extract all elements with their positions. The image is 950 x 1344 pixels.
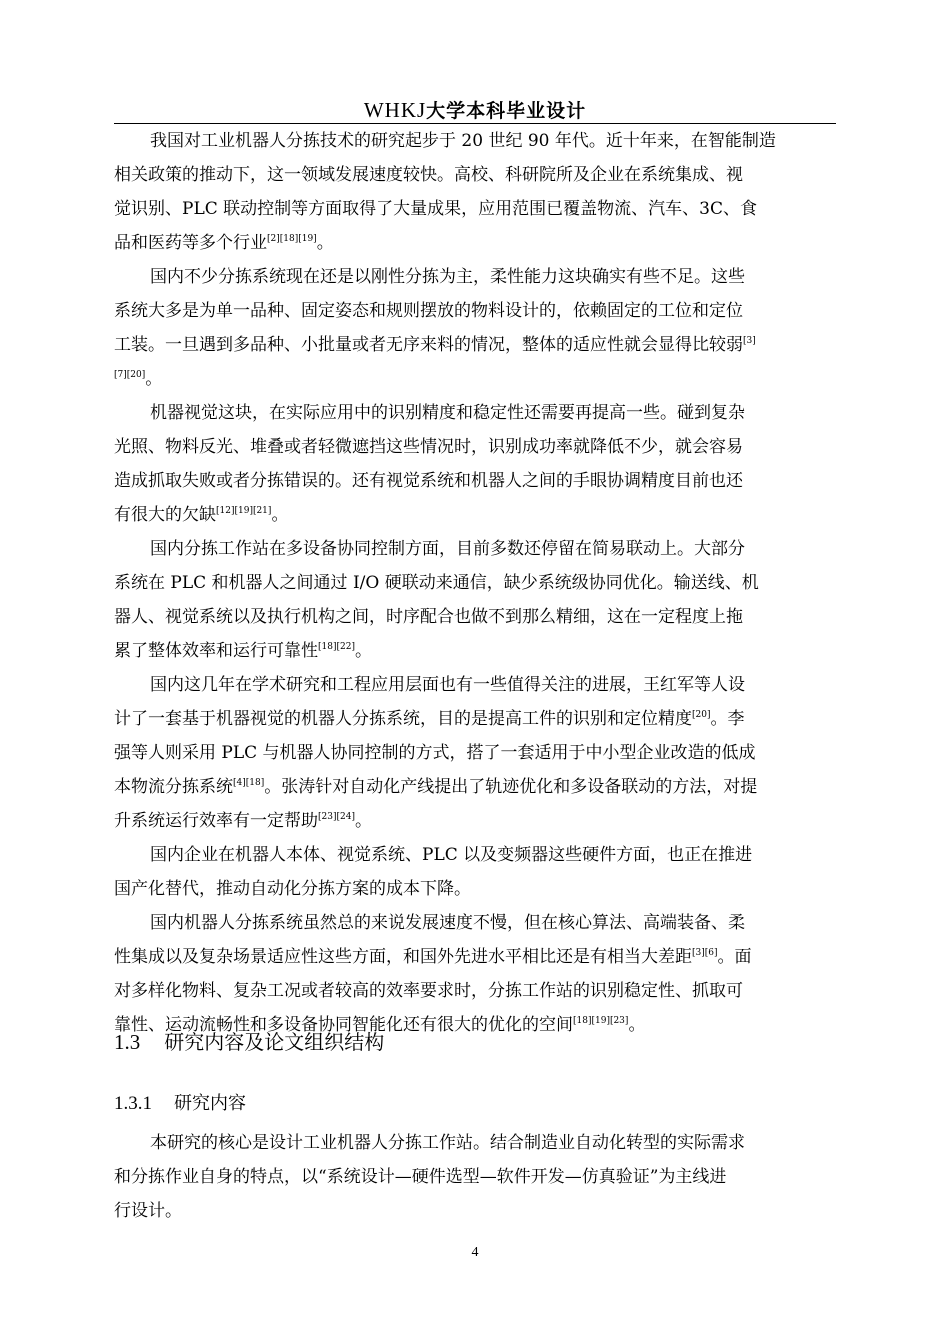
text-line: 我国对工业机器人分拣技术的研究起步于 20 世纪 90 年代。近十年来，在智能制造 xyxy=(150,131,776,151)
text-line: 机器视觉这块，在实际应用中的识别精度和稳定性还需要再提高一些。碰到复杂 xyxy=(150,403,745,423)
text-line: 国内企业在机器人本体、视觉系统、PLC 以及变频器这些硬件方面，也正在推进 xyxy=(150,845,753,865)
text-fragment: 累了整体效率和运行可靠性 xyxy=(114,641,318,661)
paragraph-machine-vision xyxy=(114,396,836,532)
citation: [4][18] xyxy=(233,778,265,788)
citation: [18][22] xyxy=(318,642,355,652)
text-line xyxy=(114,328,836,362)
text-fragment: 本物流分拣系统 xyxy=(114,777,233,797)
paragraph-multi-device-control xyxy=(114,532,836,668)
citation: [18][19][23] xyxy=(573,1016,629,1026)
text-fragment: 。 xyxy=(354,641,372,661)
text-fragment: 。李 xyxy=(710,709,745,729)
citation: [7][20] xyxy=(114,370,146,380)
text-fragment: 。 xyxy=(354,811,372,831)
text-line xyxy=(114,362,836,396)
text-line: 系统在 PLC 和机器人之间通过 I/O 硬联动来通信，缺少系统级协同优化。输送线、机 xyxy=(114,573,759,593)
text-line: 强等人则采用 PLC 与机器人协同控制的方式，搭了一套适用于中小型企业改造的低成 xyxy=(114,743,756,763)
text-line: 造成抓取失败或者分拣错误的。还有视觉系统和机器人之间的手眼协调精度目前也还 xyxy=(114,471,743,491)
paragraph-rigid-sorting xyxy=(114,260,836,396)
citation: [3][6] xyxy=(692,948,718,958)
section-number: 1.3 xyxy=(114,1030,141,1054)
page-number: 4 xyxy=(471,1245,479,1260)
text-line xyxy=(114,770,836,804)
text-fragment: 。面 xyxy=(717,947,752,967)
text-line: 器人、视觉系统以及执行机构之间，时序配合也做不到那么精细，这在一定程度上拖 xyxy=(114,607,743,627)
body-text xyxy=(114,124,836,1042)
text-line: 国内分拣工作站在多设备协同控制方面，目前多数还停留在简易联动上。大部分 xyxy=(150,539,745,559)
text-fragment: 靠性、运动流畅性和多设备协同智能化还有很大的优化的空间 xyxy=(114,1015,573,1035)
text-line: 系统大多是为单一品种、固定姿态和规则摆放的物料设计的，依赖固定的工位和定位 xyxy=(114,301,743,321)
section-heading-1-3-1 xyxy=(114,1089,246,1119)
text-fragment: 。 xyxy=(316,233,334,253)
paragraph-localization xyxy=(114,838,836,906)
text-fragment: 升系统运行效率有一定帮助 xyxy=(114,811,318,831)
text-line xyxy=(114,498,836,532)
text-fragment: 。 xyxy=(628,1015,646,1035)
paragraph-gap-summary xyxy=(114,906,836,1042)
text-line: 光照、物料反光、堆叠或者轻微遮挡这些情况时，识别成功率就降低不少，就会容易 xyxy=(114,437,743,457)
citation: [23][24] xyxy=(318,812,355,822)
text-line: 国内这几年在学术研究和工程应用层面也有一些值得关注的进展，王红军等人设 xyxy=(150,675,745,695)
text-line: 行设计。 xyxy=(114,1201,182,1221)
text-fragment: 计了一套基于机器视觉的机器人分拣系统，目的是提高工件的识别和定位精度 xyxy=(114,709,692,729)
text-line xyxy=(114,702,836,736)
text-line: 相关政策的推动下，这一领域发展速度较快。高校、科研院所及企业在系统集成、视 xyxy=(114,165,743,185)
text-line xyxy=(114,226,836,260)
text-fragment: 工装。一旦遇到多品种、小批量或者无序来料的情况，整体的适应性就会显得比较弱 xyxy=(114,335,743,355)
text-fragment: 。 xyxy=(145,369,163,389)
text-line: 对多样化物料、复杂工况或者较高的效率要求时，分拣工作站的识别稳定性、抓取可 xyxy=(114,981,743,1001)
text-fragment: 。 xyxy=(271,505,289,525)
citation: [2][18][19] xyxy=(267,234,317,244)
text-line: 觉识别、PLC 联动控制等方面取得了大量成果，应用范围已覆盖物流、汽车、3C、食 xyxy=(114,199,757,219)
citation: [3] xyxy=(743,336,756,346)
paragraph-domestic-research-start xyxy=(114,124,836,260)
section-title: 研究内容 xyxy=(174,1093,246,1114)
text-fragment: 品和医药等多个行业 xyxy=(114,233,267,253)
text-line: 国产化替代，推动自动化分拣方案的成本下降。 xyxy=(114,879,471,899)
citation: [20] xyxy=(692,710,711,720)
text-line: 和分拣作业自身的特点，以“系统设计—硬件选型—软件开发—仿真验证”为主线进 xyxy=(114,1167,727,1187)
text-fragment: 有很大的欠缺 xyxy=(114,505,216,525)
text-line: 本研究的核心是设计工业机器人分拣工作站。结合制造业自动化转型的实际需求 xyxy=(150,1133,745,1153)
header-university-code: WHKJ xyxy=(363,98,427,122)
citation: [12][19][21] xyxy=(216,506,272,516)
header-title: 大学本科毕业设计 xyxy=(426,100,587,122)
text-line: 国内机器人分拣系统虽然总的来说发展速度不慢，但在核心算法、高端装备、柔 xyxy=(150,913,745,933)
text-line xyxy=(114,804,836,838)
text-fragment: 。张涛针对自动化产线提出了轨迹优化和多设备联动的方法，对提 xyxy=(264,777,758,797)
section-number: 1.3.1 xyxy=(114,1093,152,1114)
text-line: 国内不少分拣系统现在还是以刚性分拣为主，柔性能力这块确实有些不足。这些 xyxy=(150,267,745,287)
section-heading-1-3 xyxy=(114,1026,384,1058)
text-line xyxy=(114,634,836,668)
paragraph-research-core xyxy=(114,1126,836,1228)
research-content-text xyxy=(114,1126,836,1228)
section-title: 研究内容及论文组织结构 xyxy=(164,1030,385,1054)
text-line xyxy=(114,940,836,974)
text-fragment: 性集成以及复杂场景适应性这些方面，和国外先进水平相比还是有相当大差距 xyxy=(114,947,692,967)
paragraph-recent-progress xyxy=(114,668,836,838)
page-header xyxy=(114,98,836,123)
